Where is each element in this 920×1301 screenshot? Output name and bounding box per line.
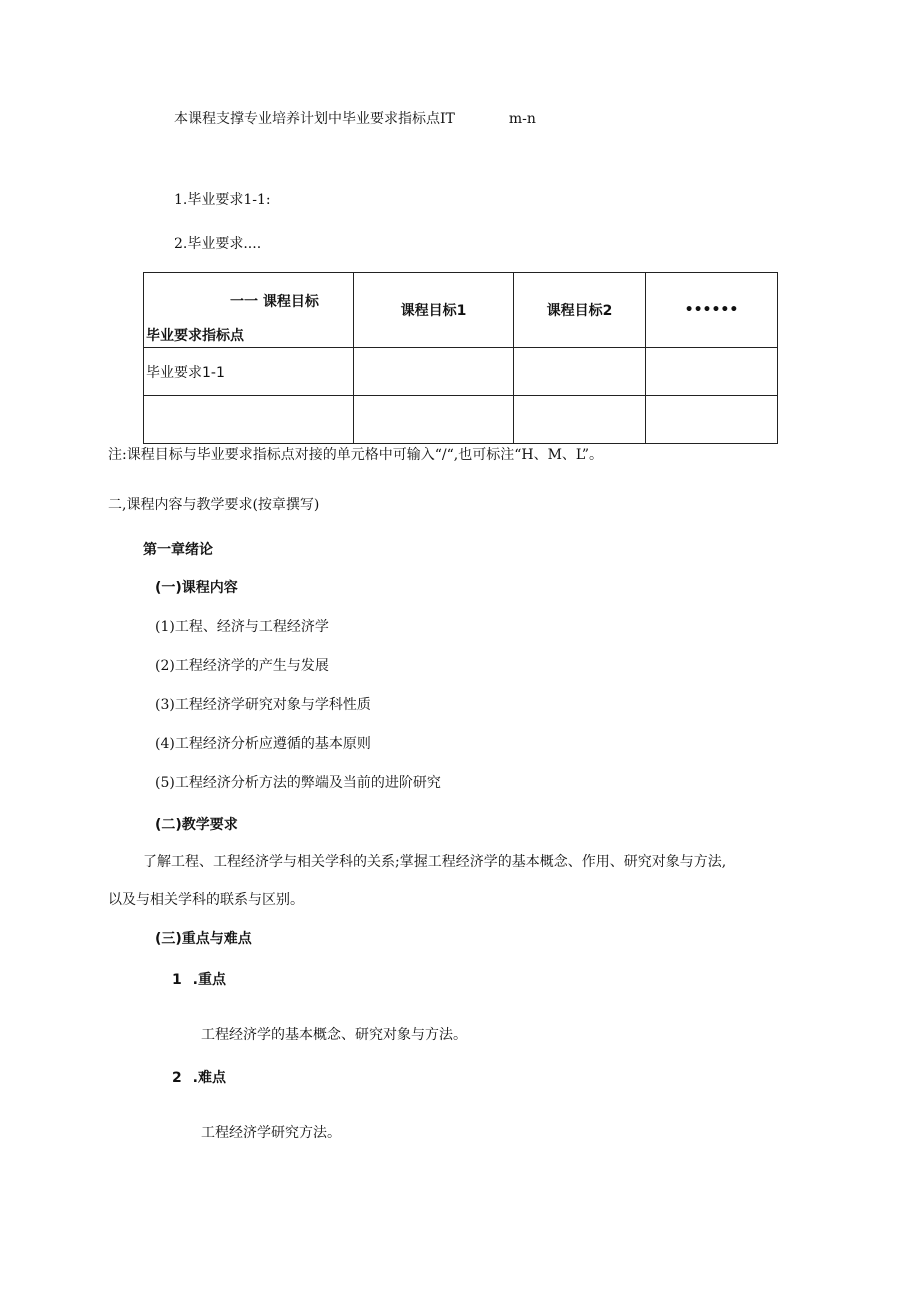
objective-requirement-table [143,272,778,444]
difficulty-heading [172,1069,226,1087]
table-cell[interactable] [514,396,646,444]
corner-bottom-label: 毕业要求指标点 [146,328,244,344]
req-item-1: 1.毕业要求1-1: [174,192,271,208]
focus-label: .重点 [192,972,226,988]
section-title: 二,课程内容与教学要求(按章撰写) [108,497,320,513]
content-item: (1)工程、经济与工程经济学 [155,619,329,635]
header-ellipsis: •••••• [646,273,778,348]
table-cell[interactable] [354,348,514,396]
difficulty-number: 2 [172,1070,182,1086]
intro-text: 本课程支撑专业培养计划中毕业要求指标点IT [174,111,455,127]
table-corner-cell [144,273,354,348]
table-cell[interactable] [646,396,778,444]
teaching-text-line2: 以及与相关学科的联系与区别。 [108,892,304,908]
row-label: 毕业要求1-1 [144,348,354,396]
focus-heading [172,971,226,989]
key-heading: (三)重点与难点 [155,931,252,947]
content-item: (5)工程经济分析方法的弊端及当前的进阶研究 [155,775,441,791]
header-objective-2: 课程目标2 [514,273,646,348]
teaching-text-line1: 了解工程、工程经济学与相关学科的关系;掌握工程经济学的基本概念、作用、研究对象与方法, [143,854,727,870]
intro-suffix: m-n [508,111,536,127]
table-cell[interactable] [514,348,646,396]
row-label [144,396,354,444]
corner-top-label: 一一 课程目标 [230,294,319,310]
difficulty-text: 工程经济学研究方法。 [201,1125,341,1141]
table-row [144,396,778,444]
req-item-2: 2.毕业要求.... [174,236,262,252]
intro-line [174,110,536,128]
table-cell[interactable] [354,396,514,444]
header-objective-1: 课程目标1 [354,273,514,348]
table-header-row [144,273,778,348]
content-item: (3)工程经济学研究对象与学科性质 [155,697,371,713]
focus-text: 工程经济学的基本概念、研究对象与方法。 [201,1027,467,1043]
difficulty-label: .难点 [192,1070,226,1086]
table-note: 注:课程目标与毕业要求指标点对接的单元格中可输入“/“,也可标注“H、M、L”。 [108,447,603,463]
focus-number: 1 [172,972,182,988]
teaching-heading: (二)教学要求 [155,817,238,833]
content-item: (2)工程经济学的产生与发展 [155,658,329,674]
chapter-title: 第一章绪论 [143,542,213,558]
content-item: (4)工程经济分析应遵循的基本原则 [155,736,371,752]
content-heading: (一)课程内容 [155,580,238,596]
table-cell[interactable] [646,348,778,396]
table-row [144,348,778,396]
